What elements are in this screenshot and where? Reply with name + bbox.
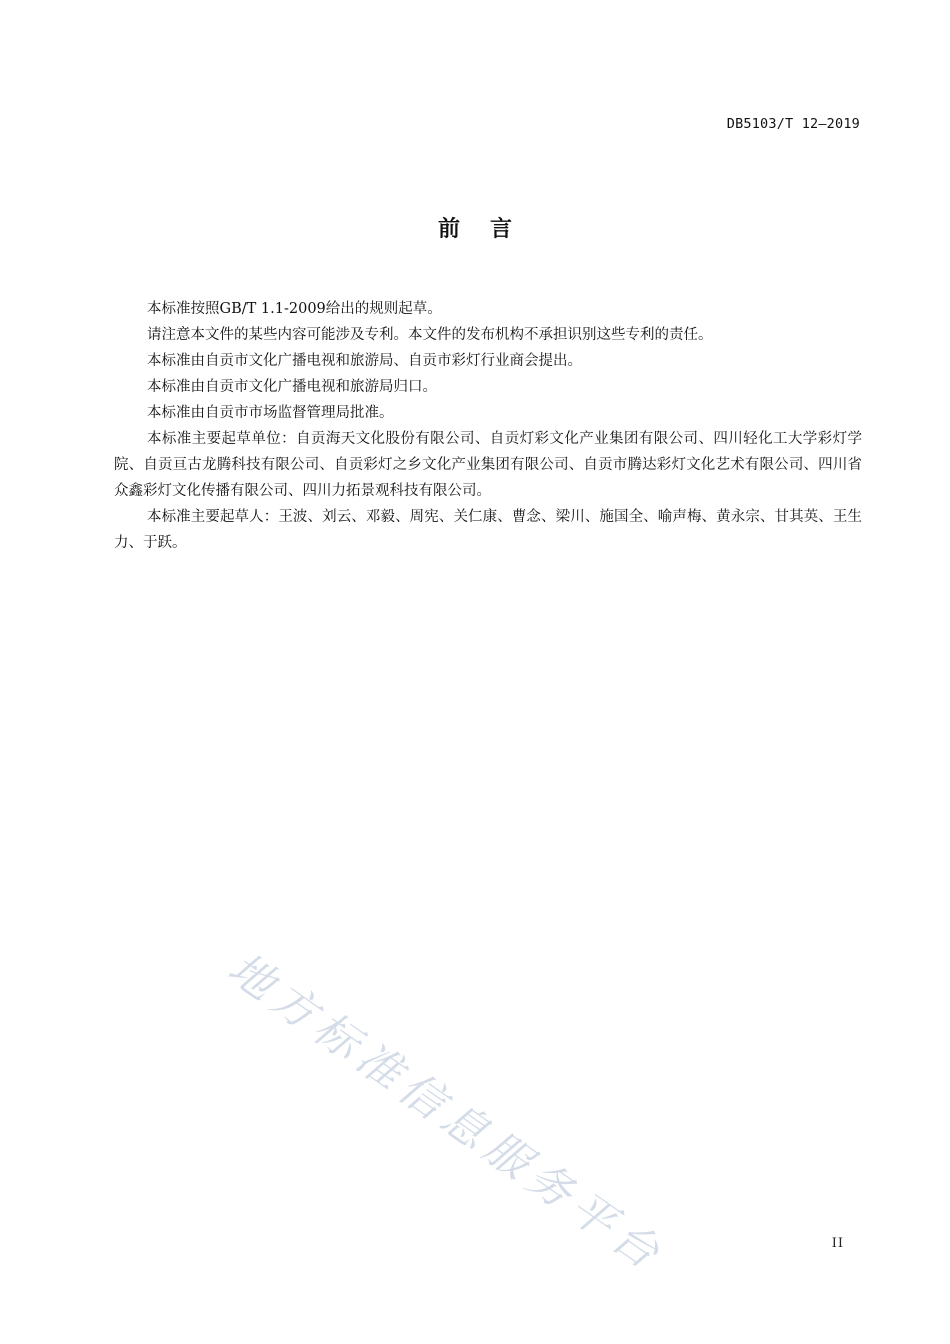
- paragraph-drafting-units: 本标准主要起草单位：自贡海天文化股份有限公司、自贡灯彩文化产业集团有限公司、四川轻化工大学彩灯学院、自贡亘古龙腾科技有限公司、自贡彩灯之乡文化产业集团有限公司、自贡市腾达彩灯文化艺术有限公司、四川省众鑫彩灯文化传播有限公司、四川力拓景观科技有限公司。: [114, 431, 862, 499]
- page-title: 前言: [437, 217, 542, 242]
- paragraph-centralized-by: 本标准由自贡市文化广播电视和旅游局归口。: [147, 379, 437, 395]
- document-code: DB5103/T 12—2019: [726, 116, 860, 132]
- page-number: II: [831, 1236, 844, 1251]
- paragraph-drafting-rules: 本标准按照GB/T 1.1-2009给出的规则起草。: [147, 301, 442, 317]
- foreword-body: [114, 296, 862, 556]
- paragraph-proposed-by: 本标准由自贡市文化广播电视和旅游局、自贡市彩灯行业商会提出。: [147, 353, 582, 369]
- paragraph-drafters: 本标准主要起草人：王波、刘云、邓毅、周宪、关仁康、曹念、梁川、施国全、喻声梅、黄永宗、甘其英、王生力、于跃。: [114, 509, 862, 551]
- paragraph-patent-notice: 请注意本文件的某些内容可能涉及专利。本文件的发布机构不承担识别这些专利的责任。: [147, 327, 713, 343]
- watermark: 地方标准信息服务平台: [218, 942, 675, 1283]
- paragraph-approved-by: 本标准由自贡市市场监督管理局批准。: [147, 405, 394, 421]
